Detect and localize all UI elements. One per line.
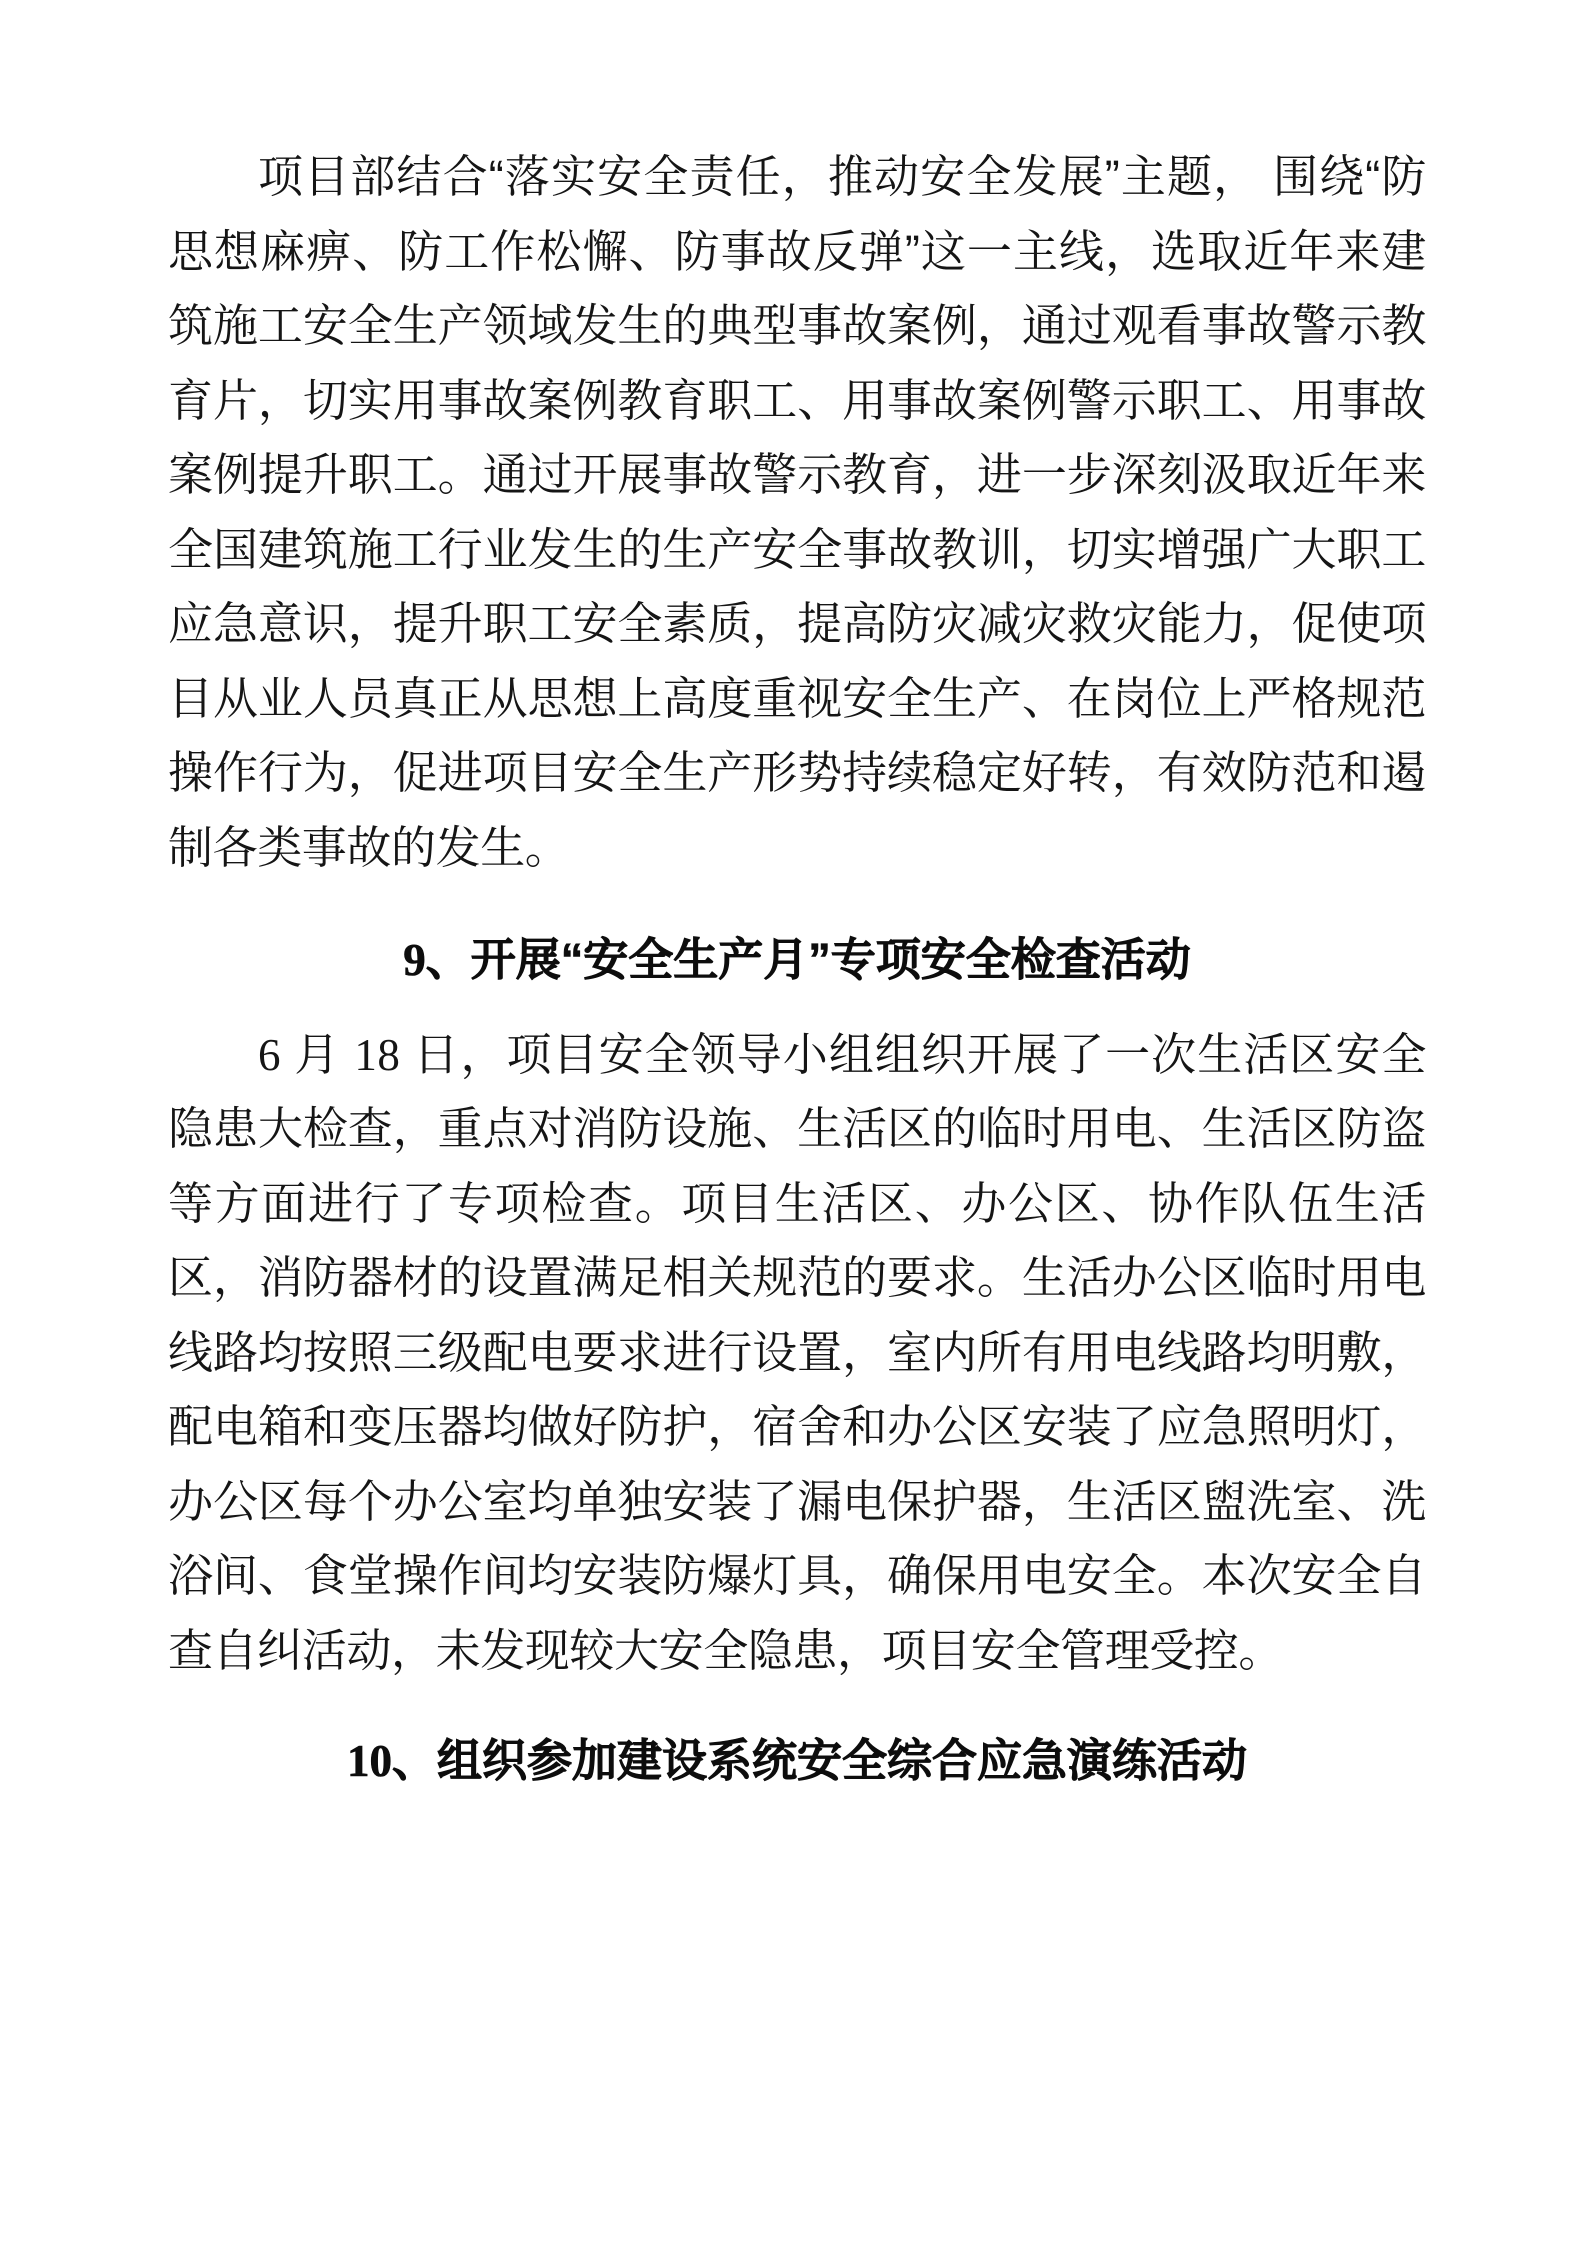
spacer [168, 1688, 1426, 1724]
heading-section-9-number: 9、 [403, 935, 471, 985]
heading-section-10-text: 组织参加建设系统安全综合应急演练活动 [437, 1735, 1248, 1786]
spacer [168, 885, 1426, 923]
heading-section-10-number: 10、 [346, 1736, 437, 1786]
paragraph-special-inspection [168, 1018, 1426, 1689]
heading-section-10 [168, 1724, 1426, 1799]
document-content [168, 0, 1426, 1799]
inspection-date: 6 月 18 日 [258, 1029, 461, 1080]
heading-section-9-text: 开展“安全生产月”专项安全检查活动 [470, 934, 1191, 985]
spacer [168, 998, 1426, 1018]
heading-section-9 [168, 923, 1426, 998]
paragraph-safety-theme: 项目部结合“落实安全责任，推动安全发展”主题， 围绕“防思想麻痹、防工作松懈、防事故反弹”这一主线，选取近年来建筑施工安全生产领域发生的典型事故案例，通过观看事故警示教育片，切实用事故案例教育职工、用事故案例警示职工、用事故案例提升职工。通过开展事故警示教育，进一步深刻汲取近年来全国建筑施工行业发生的生产安全事故教训，切实增强广大职工应急意识，提升职工安全素质，提高防灾减灾救灾能力，促使项目从业人员真正从思想上高度重视安全生产、在岗位上严格规范操作行为，促进项目安全生产形势持续稳定好转，有效防范和遏制各类事故的发生。 [168, 151, 1426, 873]
inspection-body: ，项目安全领导小组组织开展了一次生活区安全隐患大检查，重点对消防设施、生活区的临时用电、生活区防盗等方面进行了专项检查。项目生活区、办公区、协作队伍生活区，消防器材的设置满足相关规范的要求。生活办公区临时用电线路均按照三级配电要求进行设置，室内所有用电线路均明敷，配电箱和变压器均做好防护，宿舍和办公区安装了应急照明灯，办公区每个办公室均单独安装了漏电保护器，生活区盥洗室、洗浴间、食堂操作间均安装防爆灯具，确保用电安全。本次安全自查自纠活动，未发现较大安全隐患，项目安全管理受控。 [168, 1028, 1426, 1676]
